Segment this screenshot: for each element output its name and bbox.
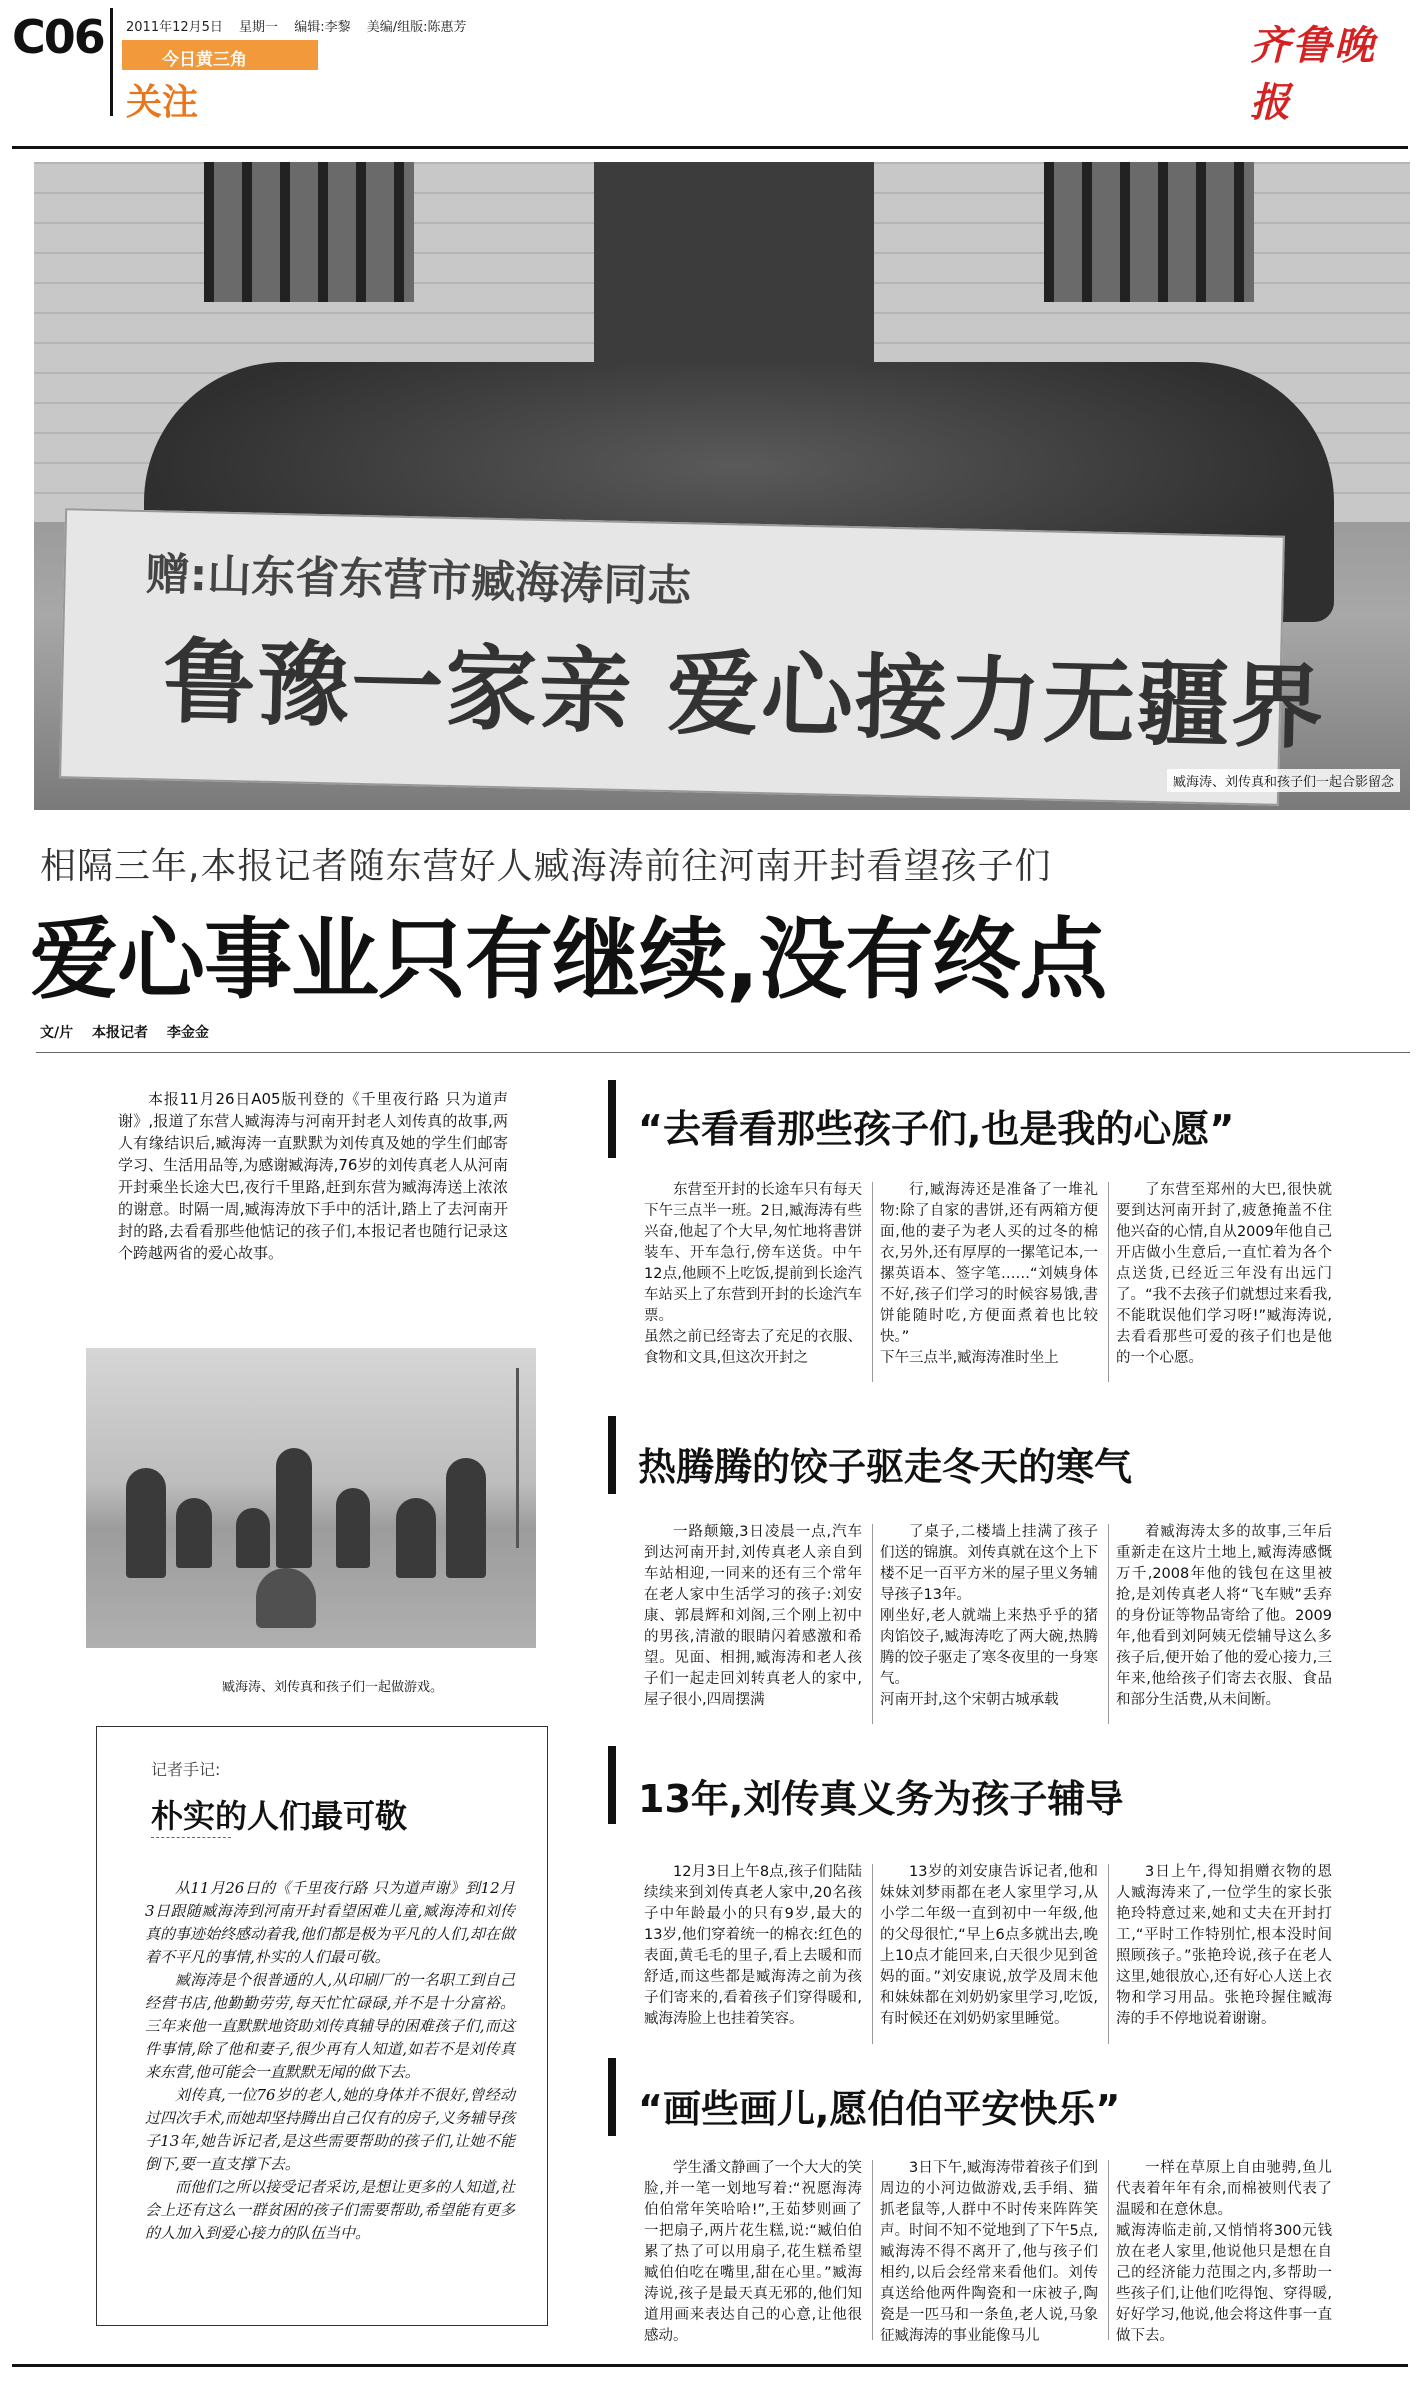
banner-dedication: 赠:山东省东营市臧海涛同志	[145, 549, 692, 613]
note-tag: 记者手记:	[151, 1760, 221, 1779]
photo-figure	[276, 1448, 312, 1568]
section-heading	[608, 1416, 1398, 1494]
note-title: 朴实的人们最可敬	[151, 1797, 408, 1835]
photo-figure	[446, 1458, 486, 1578]
byline-label: 本报记者	[92, 1025, 148, 1041]
section-title: 13年,刘传真义务为孩子辅导	[638, 1777, 1124, 1821]
group-photo	[34, 162, 1410, 810]
section-column: 一路颠簸,3日凌晨一点,汽车到达河南开封,刘传真老人亲自到车站相迎,一同来的还有三个常年在老人家中生活学习的孩子:刘安康、郭晨辉和刘阁,三个刚上初中的男孩,清澈的眼睛闪着感激和希望。见面、相拥,臧海涛和老人孩子们一起走回刘转真老人的家中,屋子很小,四周摆满	[644, 1524, 862, 1708]
byline-role: 文/片	[40, 1025, 74, 1041]
section-column: 了东营至郑州的大巴,很快就要到达河南开封了,疲惫掩盖不住他兴奋的心情,自从2009年他自己开店做小生意后,一直忙着为各个点送货,已经近三年没有出远门了。“我不去孩子们就想过来看我,不能耽误他们学习呀!”臧海涛说,去看看那些可爱的孩子们也是他的一个心愿。	[1116, 1182, 1332, 1366]
header-divider	[110, 8, 113, 116]
section-column: 学生潘文静画了一个大大的笑脸,并一笔一划地写着:“祝愿海涛伯伯常年笑哈哈!”,王茹梦则画了一把扇子,两片花生糕,说:“臧伯伯累了热了可以用扇子,花生糕希望臧伯伯吃在嘴里,甜在心里。”臧海涛说,孩子是最天真无邪的,他们知道用画来表达自己的心意,让他很感动。	[644, 2160, 862, 2344]
photo-figure	[176, 1498, 212, 1568]
article-subhead: 相隔三年,本报记者随东营好人臧海涛前往河南开封看望孩子们	[40, 846, 1052, 887]
photo-pole	[516, 1368, 519, 1548]
byline-name: 李金金	[166, 1025, 209, 1041]
header-meta	[126, 16, 479, 35]
section-column: 东营至开封的长途车只有每天下午三点半一班。2日,臧海涛有些兴奋,他起了个大早,匆忙地将書饼装车、开车急行,傍车送货。中午12点,他顾不上吃饭,提前到长途汽车站买上了东营到开封的长途汽车票。 虽然之前已经寄去了充足的衣服、食物和文具,但这次开封之	[644, 1182, 862, 1366]
note-paragraph: 从11月26日的《千里夜行路 只为道声谢》到12月3日跟随臧海涛到河南开封看望困难儿童,臧海涛和刘传真的事迹始终感动着我,他们都是极为平凡的人们,却在做着不平凡的事情,朴实的人们最可敬。	[145, 1879, 515, 1966]
page-number: C06	[12, 10, 104, 64]
section-column: 一样在草原上自由驰骋,鱼儿代表着年年有余,而棉被则代表了温暖和在意休息。 臧海涛临走前,又悄悄将300元钱放在老人家里,他说他只是想在自己的经济能力范围之内,多帮助一些孩子们,让他们吃得饱、穿得暖,好好学习,他说,他会将这件事一直做下去。	[1116, 2160, 1332, 2344]
column-divider	[872, 1864, 873, 2044]
section-column: 13岁的刘安康告诉记者,他和妹妹刘梦雨都在老人家里学习,从小学二年级一直到初中一年级,他的父母很忙,“早上6点多就出去,晚上10点才能回来,白天很少见到爸妈的面。”刘安康说,放学及周末他和妹妹都在刘奶奶家里学习,吃饭,有时候还在刘奶奶家里睡觉。	[880, 1864, 1098, 2027]
section-heading	[608, 1080, 1398, 1158]
column-divider	[872, 1182, 873, 1382]
newspaper-logo: 齐鲁晚报	[1250, 22, 1376, 126]
section-column: 3日下午,臧海涛带着孩子们到周边的小河边做游戏,丢手绢、猫抓老鼠等,人群中不时传来阵阵笑声。时间不知不觉地到了下午5点,臧海涛不得不离开了,他与孩子们相约,以后会经常来看他们。刘传真送给他两件陶瓷和一床被子,陶瓷是一匹马和一条鱼,老人说,马象征臧海涛的事业能像马儿	[880, 2160, 1098, 2344]
issue-weekday: 星期一	[239, 20, 279, 35]
header-rule	[12, 146, 1408, 149]
section-title: “画些画儿,愿伯伯平安快乐”	[638, 2087, 1121, 2131]
designer-credit: 美编/组版:陈惠芳	[366, 20, 467, 35]
section-column: 了桌子,二楼墙上挂满了孩子们送的锦旗。刘传真就在这个上下楼不足一百平方米的屋子里义务辅导孩子13年。 刚坐好,老人就端上来热乎乎的猪肉馅饺子,臧海涛吃了两大碗,热腾腾的饺子驱走了寒冬夜里的一身寒气。 河南开封,这个宋朝古城承载	[880, 1524, 1098, 1708]
column-band: 今日黄三角	[122, 40, 318, 70]
section-column: 12月3日上午8点,孩子们陆陆续续来到刘传真老人家中,20名孩子中年龄最小的只有9岁,最大的13岁,他们穿着统一的棉衣:红色的表面,黄毛毛的里子,看上去暖和而舒适,而这些都是臧海涛之前为孩子们寄来的,看着孩子们穿得暖和,臧海涛脸上也挂着笑容。	[644, 1864, 862, 2027]
article-byline	[40, 1022, 223, 1042]
note-rule	[151, 1837, 231, 1838]
photo-figure	[236, 1508, 270, 1568]
section-title: “去看看那些孩子们,也是我的心愿”	[638, 1107, 1235, 1151]
game-photo	[86, 1348, 536, 1648]
column-divider	[1108, 1524, 1109, 1724]
section-heading	[608, 1746, 1398, 1824]
article-lead: 本报11月26日A05版刊登的《千里夜行路 只为道声谢》,报道了东营人臧海涛与河南开封老人刘传真的故事,两人有缘结识后,臧海涛一直默默为刘传真及她的学生们邮寄学习、生活用品等,为感谢臧海涛,76岁的刘传真老人从河南开封乘坐长途大巴,夜行千里路,赶到东营为臧海涛送上浓浓的谢意。时隔一周,臧海涛放下手中的活计,踏上了去河南开封的路,去看看那些他惦记的孩子们,本报记者也随行记录这个跨越两省的爱心故事。	[118, 1090, 508, 1262]
section-title: 热腾腾的饺子驱走冬天的寒气	[638, 1445, 1133, 1489]
section-heading	[608, 2058, 1398, 2136]
article-headline: 爱心事业只有继续,没有终点	[30, 908, 1107, 1011]
section-name: 关注	[126, 82, 199, 123]
column-divider	[872, 2160, 873, 2340]
photo-figure	[126, 1468, 166, 1578]
note-body	[145, 1877, 515, 2245]
column-divider	[1108, 1182, 1109, 1382]
photo-banner	[59, 508, 1327, 806]
photo-caption: 臧海涛、刘传真和孩子们一起合影留念	[1167, 769, 1400, 792]
banner-slogan: 鲁豫一家亲 爱心接力无疆界	[162, 628, 1327, 762]
photo-figure	[396, 1498, 436, 1578]
section-bar	[608, 1746, 616, 1824]
footer-rule	[12, 2364, 1408, 2367]
note-paragraph: 而他们之所以接受记者采访,是想让更多的人知道,社会上还有这么一群贫困的孩子们需要帮助,希望能有更多的人加入到爱心接力的队伍当中。	[145, 2178, 515, 2242]
column-divider	[1108, 2160, 1109, 2340]
note-paragraph: 刘传真,一位76岁的老人,她的身体并不很好,曾经动过四次手术,而她却坚持腾出自己仅有的房子,义务辅导孩子13年,她告诉记者,是这些需要帮助的孩子们,让她不能倒下,要一直支撑下去。	[145, 2086, 515, 2173]
issue-date: 2011年12月5日	[126, 20, 223, 35]
photo-figure	[336, 1488, 370, 1568]
photo-window-left	[204, 162, 414, 302]
section-bar	[608, 2058, 616, 2136]
section-column: 着臧海涛太多的故事,三年后重新走在这片土地上,臧海涛感慨万千,2008年他的钱包在这里被抢,是刘传真老人将“飞车贼”丢弃的身份证等物品寄给了他。2009年,他看到刘阿姨无偿辅导这么多孩子后,便开始了他的爱心接力,三年来,他给孩子们寄去衣服、食品和部分生活费,从未间断。	[1116, 1524, 1332, 1708]
photo-figure	[256, 1568, 316, 1628]
section-bar	[608, 1416, 616, 1494]
game-photo-caption: 臧海涛、刘传真和孩子们一起做游戏。	[222, 1680, 444, 1695]
section-column: 3日上午,得知捐赠衣物的恩人臧海涛来了,一位学生的家长张艳玲特意过来,她和丈夫在开封打工,“平时工作特别忙,根本没时间照顾孩子。”张艳玲说,孩子在老人这里,她很放心,还有好心人送上衣物和学习用品。张艳玲握住臧海涛的手不停地说着谢谢。	[1116, 1864, 1332, 2027]
section-bar	[608, 1080, 616, 1158]
section-column: 行,臧海涛还是准备了一堆礼物:除了自家的書饼,还有两箱方便面,他的妻子为老人买的过冬的棉衣,另外,还有厚厚的一摞笔记本,一摞英语本、签字笔……“刘姨身体不好,孩子们学习的时候容易饿,書饼能随时吃,方便面煮着也比较快。” 下午三点半,臧海涛准时坐上	[880, 1182, 1098, 1366]
column-divider	[1108, 1864, 1109, 2044]
reporter-note-box	[96, 1726, 548, 2326]
photo-window-right	[1044, 162, 1254, 302]
note-paragraph: 臧海涛是个很普通的人,从印刷厂的一名职工到自己经营书店,他勤勤劳劳,每天忙忙碌碌,并不是十分富裕。三年来他一直默默地资助刘传真辅导的困难孩子们,而这件事情,除了他和妻子,很少再有人知道,如若不是刘传真来东营,他可能会一直默默无闻的做下去。	[145, 1971, 515, 2081]
column-divider	[872, 1524, 873, 1724]
editor-credit: 编辑:李黎	[294, 20, 351, 35]
byline-rule	[36, 1052, 1410, 1053]
